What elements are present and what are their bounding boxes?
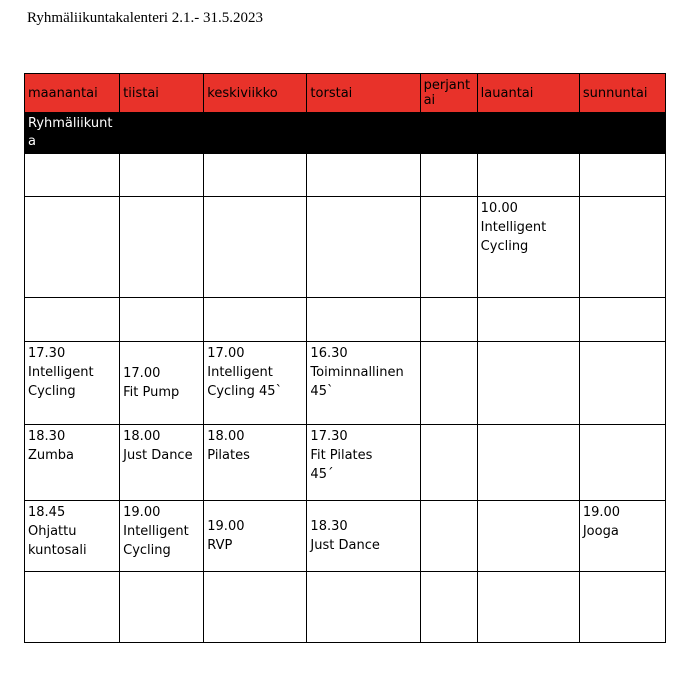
schedule-cell <box>477 342 579 425</box>
schedule-cell <box>307 501 420 572</box>
schedule-cell <box>120 425 204 501</box>
schedule-cell <box>204 572 307 643</box>
class-entry: 18.30 Just Dance <box>310 519 380 553</box>
header-friday: perjantai <box>420 74 477 113</box>
schedule-cell <box>579 154 665 197</box>
schedule-cell <box>204 501 307 572</box>
class-entry: 17.30 Fit Pilates 45´ <box>310 429 373 482</box>
schedule-row <box>25 572 666 643</box>
class-entry: 17.00 Intelligent Cycling 45` <box>207 346 283 399</box>
schedule-cell <box>579 425 665 501</box>
schedule-cell <box>420 154 477 197</box>
header-monday: maanantai <box>25 74 120 113</box>
page-title: Ryhmäliikuntakalenteri 2.1.- 31.5.2023 <box>27 10 264 26</box>
schedule-row <box>25 197 666 298</box>
schedule-row <box>25 342 666 425</box>
weekday-header-row <box>25 74 666 113</box>
schedule-row <box>25 154 666 197</box>
schedule-cell <box>420 501 477 572</box>
section-row <box>25 113 666 154</box>
class-entry: 17.30 Intelligent Cycling <box>28 346 94 399</box>
schedule-cell <box>204 298 307 342</box>
schedule-cell <box>204 154 307 197</box>
schedule-cell <box>307 342 420 425</box>
schedule-row <box>25 425 666 501</box>
group-exercise-calendar-table <box>24 73 666 643</box>
schedule-cell <box>120 501 204 572</box>
schedule-cell <box>25 572 120 643</box>
schedule-cell <box>120 298 204 342</box>
header-tuesday: tiistai <box>120 74 204 113</box>
schedule-cell <box>25 501 120 572</box>
class-entry: 19.00 RVP <box>207 519 245 553</box>
schedule-row <box>25 501 666 572</box>
schedule-cell <box>120 342 204 425</box>
header-thursday: torstai <box>307 74 420 113</box>
header-sunday: sunnuntai <box>579 74 665 113</box>
schedule-cell <box>25 154 120 197</box>
schedule-cell <box>477 197 579 298</box>
schedule-cell <box>477 154 579 197</box>
schedule-cell <box>420 425 477 501</box>
class-entry: 10.00 Intelligent Cycling <box>480 201 547 254</box>
schedule-cell <box>420 342 477 425</box>
class-entry: 17.00 Fit Pump <box>123 366 180 400</box>
schedule-cell <box>25 342 120 425</box>
schedule-cell <box>579 298 665 342</box>
schedule-cell <box>307 197 420 298</box>
schedule-cell <box>579 501 665 572</box>
schedule-cell <box>420 298 477 342</box>
class-entry: 18.45 Ohjattu kuntosali <box>28 505 87 558</box>
schedule-cell <box>307 425 420 501</box>
schedule-cell <box>204 342 307 425</box>
schedule-cell <box>307 154 420 197</box>
class-entry: 16.30 Toiminnallinen 45` <box>310 346 404 399</box>
schedule-cell <box>307 572 420 643</box>
schedule-cell <box>204 425 307 501</box>
schedule-cell <box>25 425 120 501</box>
schedule-cell <box>477 572 579 643</box>
schedule-cell <box>120 197 204 298</box>
schedule-cell <box>477 298 579 342</box>
header-wednesday: keskiviikko <box>204 74 307 113</box>
class-entry: 18.30 Zumba <box>28 429 75 463</box>
class-entry: 18.00 Pilates <box>207 429 250 463</box>
header-saturday: lauantai <box>477 74 579 113</box>
schedule-cell <box>25 197 120 298</box>
schedule-cell <box>579 572 665 643</box>
schedule-cell <box>579 342 665 425</box>
schedule-cell <box>420 197 477 298</box>
schedule-cell <box>204 197 307 298</box>
schedule-cell <box>120 154 204 197</box>
schedule-cell <box>477 425 579 501</box>
section-label: Ryhmäliikunta <box>25 113 120 154</box>
schedule-cell <box>120 572 204 643</box>
class-entry: 19.00 Intelligent Cycling <box>123 505 189 558</box>
schedule-cell <box>579 197 665 298</box>
schedule-cell <box>420 572 477 643</box>
schedule-cell <box>477 501 579 572</box>
class-entry: 19.00 Jooga <box>582 505 621 539</box>
class-entry: 18.00 Just Dance <box>123 429 193 463</box>
schedule-cell <box>307 298 420 342</box>
schedule-row <box>25 298 666 342</box>
schedule-cell <box>25 298 120 342</box>
